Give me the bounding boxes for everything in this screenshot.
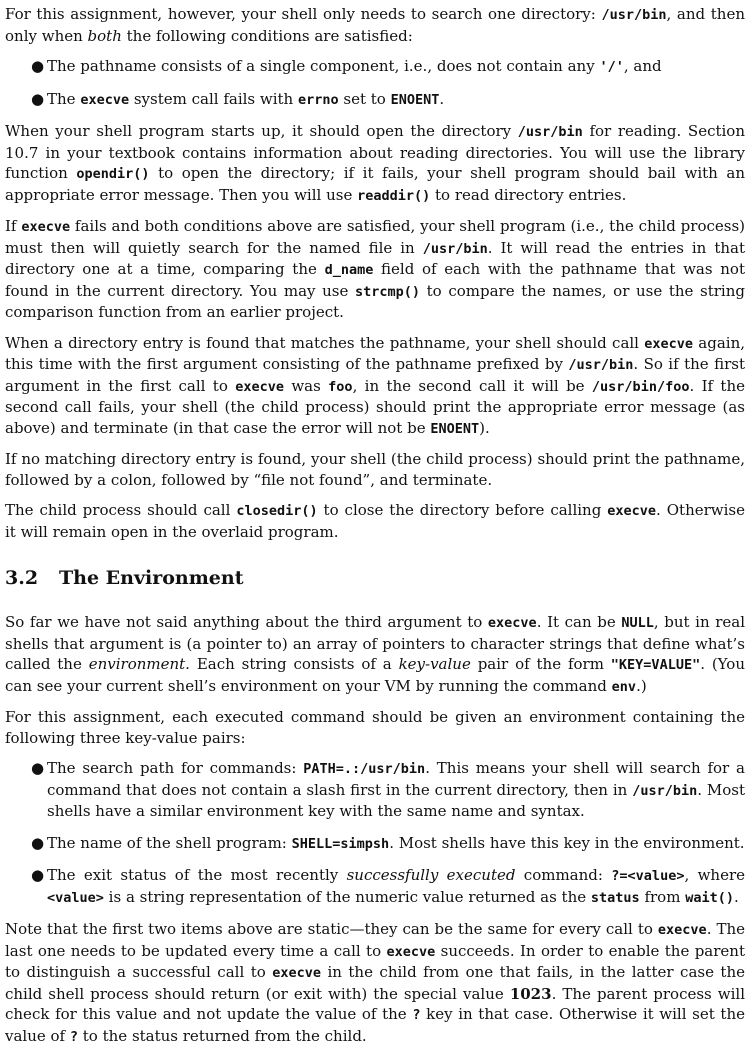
text-run: the following conditions are satisfied: xyxy=(121,26,413,45)
text-run: to close the directory before calling xyxy=(317,501,608,519)
environment-pairs-paragraph xyxy=(5,707,745,748)
inline-code: d_name xyxy=(324,262,374,278)
text-run: The pathname consists of a single component, i.e., does not contain any xyxy=(47,57,600,75)
text-run: again, this time with the first argument consisting of the pathname prefixed by xyxy=(5,333,746,373)
text-run: The exit status of the most recently xyxy=(47,866,347,884)
emphasis: both xyxy=(87,26,122,45)
section-heading xyxy=(5,566,745,590)
text-run: The name of the shell program: xyxy=(47,833,292,852)
text-run: . Most shells have this key in the environment. xyxy=(389,833,745,852)
inline-code: strcmp() xyxy=(354,283,421,300)
startup-paragraph xyxy=(5,121,745,206)
text-run: to open the directory; if it fails, your shell program should bail with an appropriate error message. Then you will use xyxy=(5,164,745,204)
text-run: If xyxy=(5,217,22,235)
text-run: When your shell program starts up, it should open the directory xyxy=(5,122,518,140)
text-run: . Most shells have a similar environment key with the same name and syntax. xyxy=(47,780,746,820)
bold-value: 1023 xyxy=(509,984,552,1003)
nomatch-paragraph xyxy=(5,449,745,490)
bullet-icon: ● xyxy=(31,866,45,884)
text-run: . xyxy=(439,89,445,108)
text-run: pair of the form xyxy=(470,655,611,673)
section-number: 3.2 xyxy=(5,567,39,589)
inline-code: NULL xyxy=(621,615,654,631)
section-title: The Environment xyxy=(59,567,244,589)
text-run: The child process should call xyxy=(5,501,237,519)
list-item xyxy=(5,758,745,822)
document-page xyxy=(5,4,745,1057)
text-run: to the status returned from the child. xyxy=(78,1026,367,1045)
text-run: When a directory entry is found that matches the pathname, your shell should call xyxy=(5,333,645,352)
environment-paragraph xyxy=(5,612,745,697)
text-run: fails and both conditions above are satisfied, your shell program (i.e., the child process) must then will quietly search for the named file in xyxy=(5,217,745,257)
inline-code: execve xyxy=(80,91,130,108)
inline-code: '/' xyxy=(599,59,624,75)
inline-code: closedir() xyxy=(236,503,318,519)
bullet-icon: ● xyxy=(31,759,45,777)
text-run: , where xyxy=(684,866,745,884)
text-run: If no matching directory entry is found, your shell (the child process) should print the pathname, followed by a colon, followed by “file not found”, and terminate. xyxy=(5,450,745,489)
intro-paragraph xyxy=(5,4,745,46)
inline-code: execve xyxy=(657,922,707,938)
text-run: The search path for commands: xyxy=(47,759,304,777)
text-run: . The parent process will check for this value and not update the value of the xyxy=(5,984,746,1023)
inline-code: ENOENT xyxy=(390,91,440,108)
inline-code: execve xyxy=(272,965,322,981)
list-item xyxy=(5,833,745,855)
note-paragraph xyxy=(5,919,745,1047)
inline-code: /usr/bin xyxy=(422,240,488,257)
inline-code: errno xyxy=(297,91,339,108)
text-run: .) xyxy=(636,676,647,695)
match-paragraph xyxy=(5,333,745,440)
emphasis: environment. xyxy=(88,655,190,673)
text-run: field of each with the pathname that was not found in the current directory. You may use xyxy=(5,260,745,300)
text-run: For this assignment, however, your shell only needs to search one directory: xyxy=(5,5,602,23)
text-run: from xyxy=(639,887,686,906)
inline-code: env xyxy=(611,678,637,695)
inline-code: PATH=.:/usr/bin xyxy=(303,761,426,777)
inline-code: execve xyxy=(386,943,436,960)
text-run: succeeds. In order to enable the parent to distinguish a successful call to xyxy=(5,941,745,981)
bullet-icon: ● xyxy=(31,57,45,75)
text-run: . This means your shell will search for a command that does not contain a slash first in the current directory, then in xyxy=(47,759,745,799)
text-run: . It will read the entries in that directory one at a time, comparing the xyxy=(5,238,745,278)
text-run: key in that case. Otherwise it will set the value of xyxy=(5,1005,745,1045)
text-run: . Otherwise it will remain open in the overlaid program. xyxy=(5,501,745,541)
environment-list xyxy=(5,758,745,908)
text-run: in the child from one that fails, in the latter case the child shell process should return (or exit with) the special value xyxy=(5,963,745,1003)
inline-code: SHELL=simpsh xyxy=(291,835,390,852)
text-run: to read directory entries. xyxy=(430,185,627,204)
text-run: is a string representation of the numeric value returned as the xyxy=(103,887,591,906)
emphasis: successfully executed xyxy=(346,866,516,884)
inline-code: /usr/bin xyxy=(601,7,667,23)
text-run: So far we have not said anything about the third argument to xyxy=(5,613,488,631)
inline-code: "KEY=VALUE" xyxy=(610,657,701,673)
text-run: . So if the first argument in the first call to xyxy=(5,355,745,395)
inline-code: /usr/bin/foo xyxy=(591,378,690,395)
inline-code: readdir() xyxy=(357,187,431,204)
text-run: to compare the names, or use the string comparison function from an earlier project. xyxy=(5,281,745,321)
list-item xyxy=(5,56,745,78)
text-run: . (You can see your current shell’s environment on your VM by running the command xyxy=(5,655,745,695)
text-run: was xyxy=(283,376,329,395)
text-run: set to xyxy=(338,89,391,108)
conditions-list xyxy=(5,56,745,110)
inline-code: /usr/bin xyxy=(568,357,634,373)
inline-code: ENOENT xyxy=(430,420,480,437)
inline-code: /usr/bin xyxy=(632,782,698,799)
text-run: The xyxy=(47,89,81,108)
text-run: ). xyxy=(479,418,490,437)
list-item xyxy=(5,89,745,111)
inline-code: /usr/bin xyxy=(517,124,583,140)
text-run: For this assignment, each executed command should be given an environment containing the following three key-value pairs: xyxy=(5,708,745,747)
inline-code: foo xyxy=(328,378,353,395)
text-run: . It can be xyxy=(536,613,622,631)
emphasis: key-value xyxy=(398,655,471,673)
inline-code: execve xyxy=(487,615,537,631)
inline-code: execve xyxy=(644,335,694,352)
inline-code: ? xyxy=(69,1028,79,1045)
bullet-icon: ● xyxy=(31,833,45,852)
list-item xyxy=(5,865,745,908)
text-run: . xyxy=(733,887,739,906)
text-run: . The last one needs to be updated every time a call to xyxy=(5,920,745,960)
text-run: for reading. Section 10.7 in your textbook contains information about reading directories. You will use the library function xyxy=(5,122,745,182)
text-run: Note that the first two items above are static—they can be the same for every call to xyxy=(5,920,658,938)
text-run: , and xyxy=(623,57,662,75)
inline-code: <value> xyxy=(47,889,104,906)
search-paragraph xyxy=(5,216,745,323)
text-run: , in the second call it will be xyxy=(352,376,592,395)
inline-code: ? xyxy=(412,1007,421,1023)
inline-code: execve xyxy=(607,503,657,519)
text-run: , but in real shells that argument is (a pointer to) an array of pointers to character strings that define what’s called the xyxy=(5,613,746,673)
text-run: command: xyxy=(515,866,612,884)
text-run: , and then only when xyxy=(5,5,745,45)
inline-code: execve xyxy=(21,219,71,235)
inline-code: ?=<value> xyxy=(611,868,685,884)
inline-code: wait() xyxy=(685,889,734,906)
bullet-icon: ● xyxy=(31,89,45,108)
inline-code: execve xyxy=(235,378,284,395)
inline-code: opendir() xyxy=(76,166,150,182)
text-run: system call fails with xyxy=(129,89,298,108)
text-run: Each string consists of a xyxy=(189,655,399,673)
text-run: . If the second call fails, your shell (the child process) should print the appropriate error message (as above) and terminate (in that case the error will not be xyxy=(5,376,745,437)
inline-code: status xyxy=(590,889,640,906)
closedir-paragraph xyxy=(5,500,745,542)
